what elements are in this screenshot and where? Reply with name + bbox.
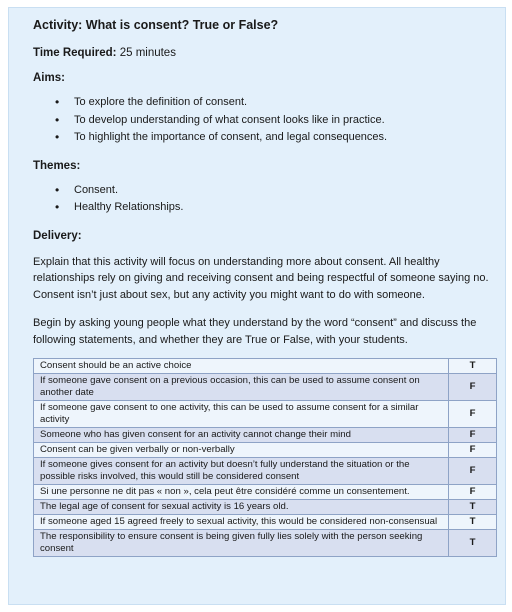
- answer-cell: T: [449, 500, 497, 515]
- statement-cell: If someone gave consent to one activity, this can be used to assume consent for a similar activity: [34, 401, 449, 428]
- answer-cell: T: [449, 530, 497, 557]
- delivery-heading: Delivery:: [33, 229, 82, 242]
- statement-cell: If someone aged 15 agreed freely to sexual activity, this would be considered non-consensual: [34, 515, 449, 530]
- time-required-value: 25 minutes: [119, 47, 176, 59]
- statement-cell: Consent can be given verbally or non-verbally: [34, 443, 449, 458]
- statement-cell: Si une personne ne dit pas « non », cela peut être considéré comme un consentement.: [34, 485, 449, 500]
- delivery-paragraph: Begin by asking young people what they understand by the word “consent” and discuss the following statements, and whether they are True or False, with your students.: [33, 317, 477, 346]
- table-row: [34, 428, 497, 443]
- table-row: [34, 401, 497, 428]
- table-row: [34, 500, 497, 515]
- delivery-paragraph: Explain that this activity will focus on understanding more about consent. All healthy relationships rely on giving and receiving consent and being respectful of someone saying no. Consent isn’t just about sex, but any activity you might want to do with someone.: [33, 255, 489, 301]
- answer-cell: T: [449, 359, 497, 374]
- time-required-label: Time Required:: [33, 47, 117, 59]
- statement-cell: Someone who has given consent for an activity cannot change their mind: [34, 428, 449, 443]
- themes-heading: Themes:: [33, 159, 81, 172]
- answer-cell: F: [449, 374, 497, 401]
- answer-cell: T: [449, 515, 497, 530]
- table-row: [34, 374, 497, 401]
- activity-title: Activity: What is consent? True or False?: [33, 18, 279, 32]
- statement-cell: If someone gave consent on a previous occasion, this can be used to assume consent on another date: [34, 374, 449, 401]
- answer-cell: F: [449, 443, 497, 458]
- statement-cell: The legal age of consent for sexual activity is 16 years old.: [34, 500, 449, 515]
- aims-list-item: • To highlight the importance of consent, and legal consequences.: [55, 129, 489, 147]
- statement-cell: If someone gives consent for an activity but doesn’t fully understand the situation or the possible risks involved, this would still be considered consent: [34, 458, 449, 485]
- themes-list-item: • Consent.: [55, 182, 489, 200]
- statement-cell: Consent should be an active choice: [34, 359, 449, 374]
- answer-cell: F: [449, 458, 497, 485]
- aims-list: [33, 94, 489, 147]
- answer-cell: F: [449, 401, 497, 428]
- table-row: [34, 458, 497, 485]
- statement-cell: The responsibility to ensure consent is being given fully lies solely with the person seeking consent: [34, 530, 449, 557]
- table-row: [34, 485, 497, 500]
- statements-table: [33, 358, 497, 557]
- aims-list-item: • To develop understanding of what consent looks like in practice.: [55, 112, 489, 130]
- themes-list-item: • Healthy Relationships.: [55, 199, 489, 217]
- table-row: [34, 530, 497, 557]
- table-row: [34, 515, 497, 530]
- activity-card: [8, 7, 506, 605]
- answer-cell: F: [449, 485, 497, 500]
- table-row: [34, 359, 497, 374]
- time-required: [33, 47, 489, 59]
- answer-cell: F: [449, 428, 497, 443]
- aims-list-item: • To explore the definition of consent.: [55, 94, 489, 112]
- themes-list: [33, 182, 489, 217]
- table-row: [34, 443, 497, 458]
- aims-heading: Aims:: [33, 72, 65, 84]
